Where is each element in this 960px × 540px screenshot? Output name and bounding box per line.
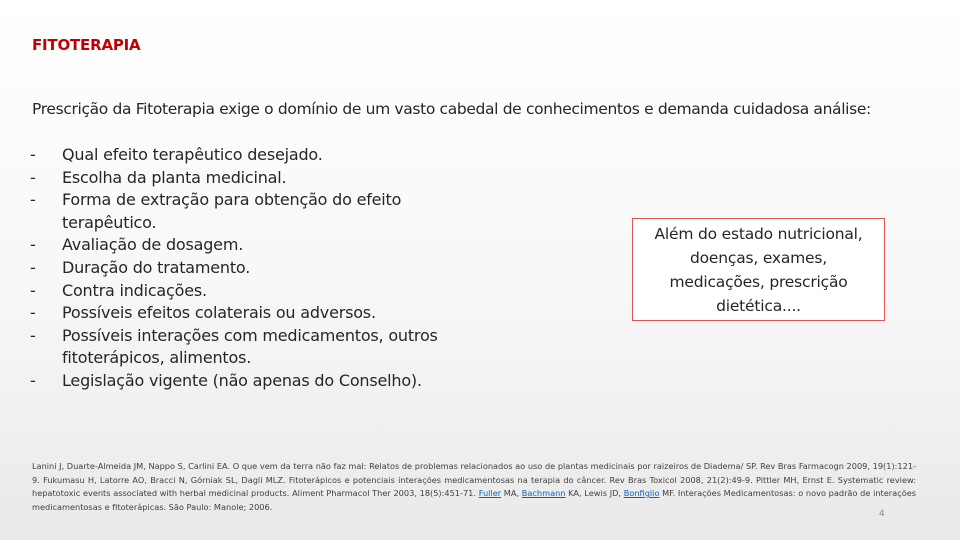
bullet-dash: - — [30, 280, 36, 300]
list-item — [30, 234, 470, 257]
list-item — [30, 189, 470, 234]
list-item-text: Possíveis interações com medicamentos, outros fitoterápicos, alimentos. — [62, 325, 438, 368]
list-item-text: Avaliação de dosagem. — [62, 235, 244, 255]
callout-text: Além do estado nutricional, doenças, exames, medicações, prescrição dietética.... — [654, 224, 863, 315]
considerations-list — [30, 144, 470, 393]
list-item — [30, 325, 470, 370]
list-item-text: Duração do tratamento. — [62, 257, 251, 277]
list-item — [30, 257, 470, 280]
page-number: 4 — [879, 509, 885, 519]
bullet-dash: - — [30, 303, 36, 323]
bullet-dash: - — [30, 167, 36, 187]
intro-text: Prescrição da Fitoterapia exige o domínio de um vasto cabedal de conhecimentos e demanda cuidadosa análise: — [32, 100, 871, 118]
list-item-text: Legislação vigente (não apenas do Conselho). — [62, 370, 422, 390]
list-item-text: Qual efeito terapêutico desejado. — [62, 145, 323, 164]
nutrition-callout-box — [632, 218, 885, 321]
list-item-text: Contra indicações. — [62, 280, 207, 300]
list-item — [30, 302, 470, 325]
bullet-dash: - — [30, 190, 36, 210]
reference-text: MA, — [501, 488, 522, 498]
bullet-dash: - — [30, 145, 36, 164]
list-item — [30, 370, 470, 393]
list-item — [30, 167, 470, 190]
author-link-fuller[interactable]: Fuller — [478, 488, 502, 498]
list-item-text: Forma de extração para obtenção do efeito terapêutico. — [62, 190, 402, 232]
reference-text: Lanini J, Duarte-Almeida JM, Nappo S, Carlini EA. O que vem da terra não faz mal: Relatos de problemas relacionados ao uso de plantas medicinais por raizeiros de Diadema/ SP. Rev Bras Farmacogn 2009, 19(1):121-9. Fukumasu H, Latorre AO, Bracci N, Górniak SL, Dagli MLZ. Fitoterápicos e potenciais interações medicamentosas na terapia do câncer. Rev Bras Toxicol 2008, 21(2):49-9. Pittler MH, Ernst E. Systematic review: hepatotoxic events associated with herbal medicinal products. Aliment Pharmacol Ther 2003, 18(5):451-71. — [32, 461, 916, 498]
references — [32, 460, 916, 514]
list-item-text: Possíveis efeitos colaterais ou adversos. — [62, 303, 376, 323]
list-item-text: Escolha da planta medicinal. — [62, 167, 287, 187]
bullet-dash: - — [30, 235, 36, 255]
reference-text: KA, Lewis JD, — [565, 488, 624, 498]
reference-text: MF. Interações Medicamentosas: o novo padrão de interações medicamentosas e fitoterápicas. São Paulo: Manole; 2006. — [32, 488, 917, 512]
bullet-dash: - — [30, 257, 36, 277]
list-item — [30, 280, 470, 303]
author-link-bachmann[interactable]: Bachmann — [521, 488, 566, 498]
list-item — [30, 144, 470, 167]
author-link-bonfiglio[interactable]: Bonfiglio — [623, 488, 660, 498]
bullet-dash: - — [30, 325, 36, 345]
slide-title: FITOTERAPIA — [32, 36, 141, 54]
bullet-dash: - — [30, 370, 36, 390]
